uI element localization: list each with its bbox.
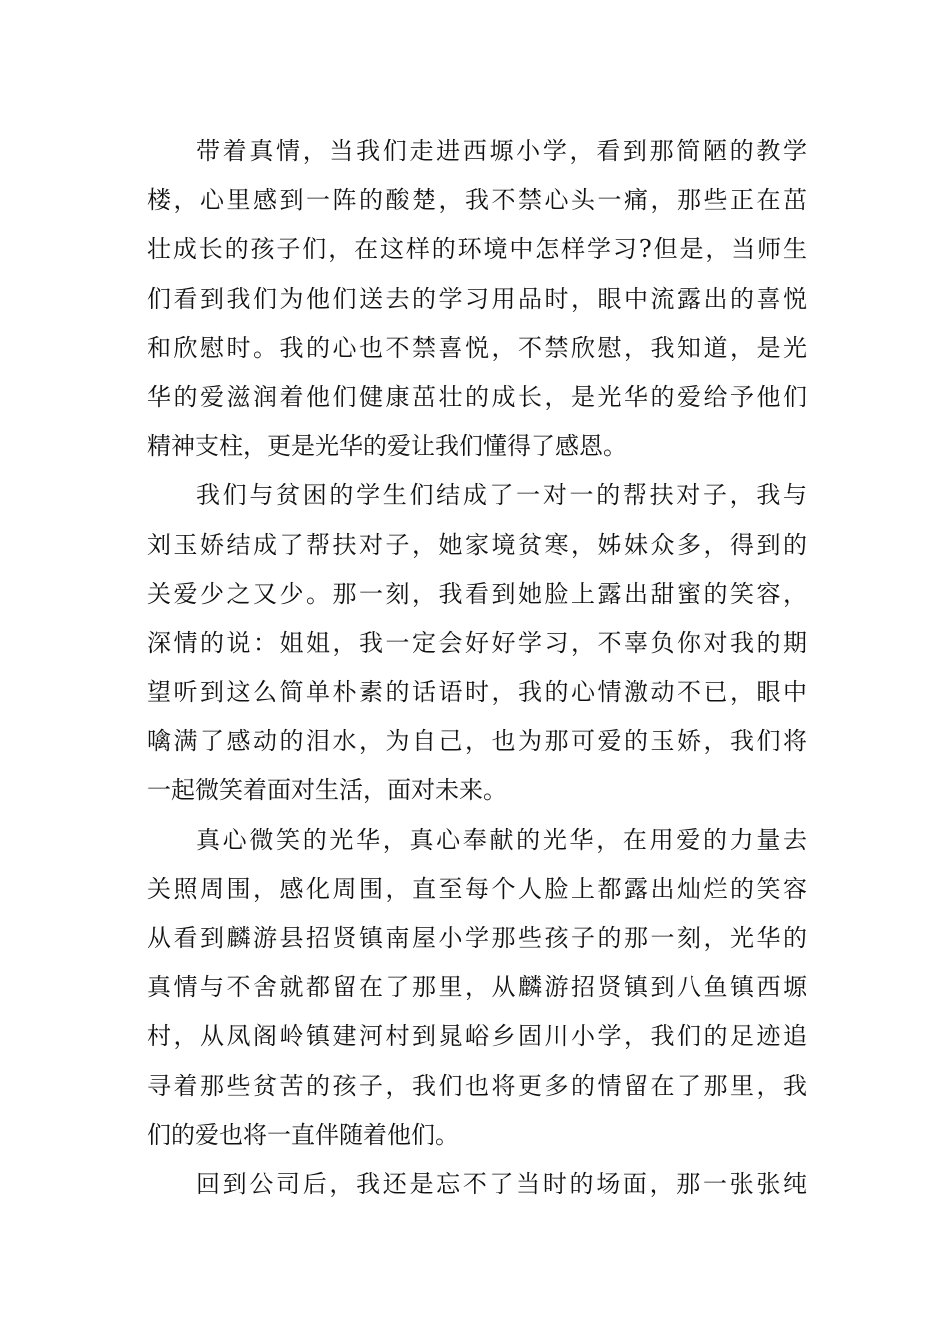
paragraph-line: 一起微笑着面对生活，面对未来。 xyxy=(147,776,507,805)
paragraph-line: 们的爱也将一直伴随着他们。 xyxy=(147,1120,459,1149)
paragraph-line: 回到公司后，我还是忘不了当时的场面，那一张张纯 xyxy=(196,1169,807,1198)
paragraph-line: 村，从凤阁岭镇建河村到晁峪乡固川小学，我们的足迹追 xyxy=(147,1022,807,1051)
paragraph-1 xyxy=(147,127,807,471)
paragraph-line: 精神支柱，更是光华的爱让我们懂得了感恩。 xyxy=(147,432,627,461)
paragraph-line: 我们与贫困的学生们结成了一对一的帮扶对子，我与 xyxy=(196,481,807,510)
paragraph-line: 关照周围，感化周围，直至每个人脸上都露出灿烂的笑容 xyxy=(147,874,807,903)
paragraph-line: 望听到这么简单朴素的话语时，我的心情激动不已，眼中 xyxy=(147,678,807,707)
paragraph-line: 们看到我们为他们送去的学习用品时，眼中流露出的喜悦 xyxy=(147,284,807,313)
paragraph-line: 楼，心里感到一阵的酸楚，我不禁心头一痛，那些正在茁 xyxy=(147,186,807,215)
paragraph-line: 和欣慰时。我的心也不禁喜悦，不禁欣慰，我知道，是光 xyxy=(147,333,807,362)
paragraph-line: 真心微笑的光华，真心奉献的光华，在用爱的力量去 xyxy=(196,825,807,854)
paragraph-line: 壮成长的孩子们，在这样的环境中怎样学习?但是，当师生 xyxy=(147,235,807,264)
paragraph-line: 深情的说：姐姐，我一定会好好学习，不辜负你对我的期 xyxy=(147,628,807,657)
paragraph-line: 华的爱滋润着他们健康茁壮的成长，是光华的爱给予他们 xyxy=(147,382,807,411)
paragraph-2 xyxy=(147,471,807,815)
paragraph-line: 从看到麟游县招贤镇南屋小学那些孩子的那一刻，光华的 xyxy=(147,924,807,952)
paragraph-line: 刘玉娇结成了帮扶对子，她家境贫寒，姊妹众多，得到的 xyxy=(147,530,807,559)
paragraph-line: 带着真情，当我们走进西塬小学，看到那简陋的教学 xyxy=(196,137,807,165)
paragraph-line: 噙满了感动的泪水，为自己，也为那可爱的玉娇，我们将 xyxy=(147,727,807,756)
paragraph-line: 寻着那些贫苦的孩子，我们也将更多的情留在了那里，我 xyxy=(147,1071,807,1100)
document-body xyxy=(147,127,807,1209)
paragraph-line: 关爱少之又少。那一刻，我看到她脸上露出甜蜜的笑容， xyxy=(147,579,807,608)
paragraph-4 xyxy=(147,1160,807,1209)
paragraph-3 xyxy=(147,816,807,1160)
paragraph-line: 真情与不舍就都留在了那里，从麟游招贤镇到八鱼镇西塬 xyxy=(147,973,807,1002)
